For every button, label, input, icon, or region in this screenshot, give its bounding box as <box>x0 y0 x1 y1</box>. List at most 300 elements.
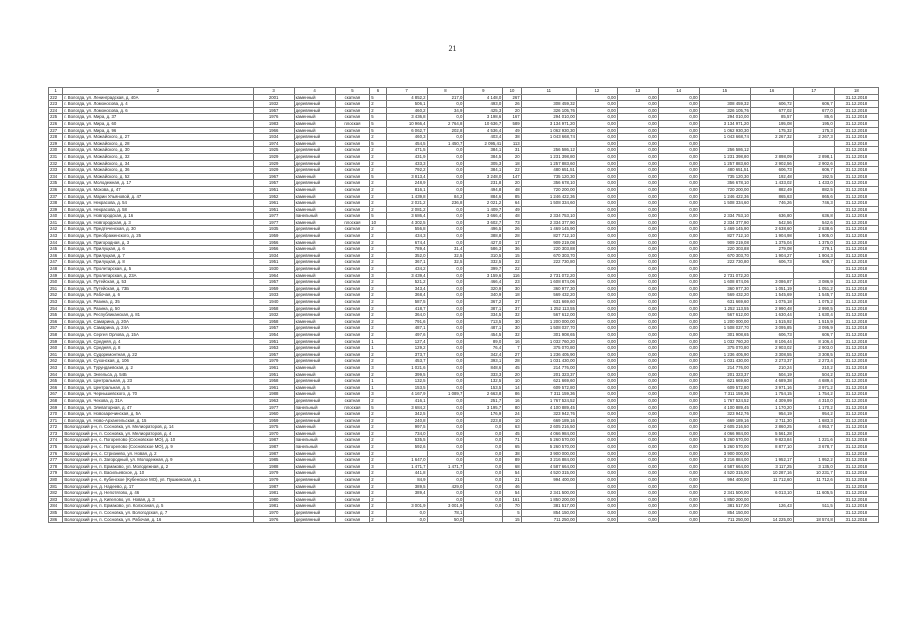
table-cell: 609 572,80 <box>699 384 750 391</box>
table-cell: 0,0 <box>427 272 464 279</box>
table-cell: 2 <box>370 318 386 325</box>
table-cell: скатная <box>335 510 370 517</box>
table-cell: г. Вологда, ул. Молодежная, д. 17 <box>63 180 253 187</box>
table-cell: 0,0 <box>464 496 503 503</box>
table-cell: 0,0 <box>427 364 464 371</box>
table-cell <box>750 140 793 147</box>
table-cell: 45 <box>503 364 521 371</box>
table-cell: 1 200 000,00 <box>521 318 576 325</box>
table-cell: 0,00 <box>576 239 617 246</box>
table-row <box>49 160 879 167</box>
table-cell: 3 135,0 <box>793 463 834 470</box>
table-cell: деревянный <box>294 299 335 306</box>
table-cell: 1 375,0 <box>793 239 834 246</box>
table-cell: 268 <box>49 397 63 404</box>
table-cell: 23 <box>503 279 521 286</box>
table-cell: 1 051,19 <box>750 285 793 292</box>
table-cell: 201 323,37 <box>699 371 750 378</box>
table-row <box>49 299 879 306</box>
table-cell: 0,0 <box>427 226 464 233</box>
table-cell: 0,00 <box>617 101 658 108</box>
table-cell: 0,0 <box>427 417 464 424</box>
table-cell: 1961 <box>253 200 294 207</box>
table-cell: 86 <box>503 391 521 398</box>
table-cell: 0,00 <box>617 252 658 259</box>
table-cell: г. Вологда, ул. Чехова, д. 31А <box>63 397 253 404</box>
table-cell: 1987 <box>253 444 294 451</box>
table-cell: 0,00 <box>658 358 699 365</box>
table-cell: 1934 <box>253 252 294 259</box>
table-cell: 0,00 <box>576 127 617 134</box>
table-cell: 10 636,7 <box>464 120 503 127</box>
table-cell: 0,00 <box>576 325 617 332</box>
table-cell: плоская <box>335 120 370 127</box>
table-cell: 1 075,18 <box>750 299 793 306</box>
table-cell: г. Вологда, ул. Прилуцкая, д. 7 <box>63 252 253 259</box>
table-cell: 0,0 <box>427 358 464 365</box>
table-cell: 734,0 <box>386 430 427 437</box>
table-cell: 368,4 <box>386 292 427 299</box>
table-cell: 283 <box>49 496 63 503</box>
table-cell: 4 309,99 <box>750 397 793 404</box>
table-cell: 223 <box>49 101 63 108</box>
table-cell: 2 267,32 <box>750 134 793 141</box>
table-row <box>49 463 879 470</box>
table-cell: 2 021,2 <box>386 200 427 207</box>
table-cell: 0,00 <box>658 292 699 299</box>
table-row <box>49 153 879 160</box>
table-cell: 0,00 <box>576 305 617 312</box>
table-cell: скатная <box>335 457 370 464</box>
table-cell: 1 608 874,06 <box>521 279 576 286</box>
table-row <box>49 331 879 338</box>
table-cell: каменный <box>294 450 335 457</box>
table-cell: 195,0 <box>793 120 834 127</box>
table-cell: 245 <box>49 246 63 253</box>
table-cell: 0,00 <box>658 140 699 147</box>
table-cell: 0,00 <box>617 299 658 306</box>
table-cell: Вологодский р-н, д. Непотягово, д. 46 <box>63 490 253 497</box>
table-cell: г. Вологда, ул. Можайского, д. 34 <box>63 160 253 167</box>
table-cell: 0,00 <box>658 127 699 134</box>
column-number-cell: 3 <box>253 88 294 95</box>
table-cell: 0,0 <box>427 338 464 345</box>
table-cell: 167 <box>503 114 521 121</box>
table-cell: 399,7 <box>464 266 503 273</box>
table-cell: 27 <box>503 299 521 306</box>
table-cell: г. Вологда, ул. Можайского, д. 36 <box>63 167 253 174</box>
table-cell: 0,00 <box>658 345 699 352</box>
table-cell: 4 689,4 <box>793 378 834 385</box>
table-cell: Вологодский р-н, с. Кубенское (Кубенское МО), ул. Пушкинская, д. 1 <box>63 477 253 484</box>
table-cell: 85,57 <box>750 114 793 121</box>
table-cell: 367,2 <box>464 299 503 306</box>
table-cell: каменный <box>294 391 335 398</box>
table-cell: 3 971,2 <box>793 384 834 391</box>
table-cell: 1 683,3 <box>793 417 834 424</box>
table-cell: 31.12.2018 <box>834 510 878 517</box>
table-cell: скатная <box>335 285 370 292</box>
table-cell: 2 021,2 <box>464 200 503 207</box>
table-cell: г. Вологда, ул. Можайского, д. 28 <box>63 140 253 147</box>
table-cell: 222 <box>49 94 63 101</box>
table-cell: 220 303,88 <box>521 246 576 253</box>
table-cell: 1951 <box>253 186 294 193</box>
table-cell: 0,00 <box>658 318 699 325</box>
table-cell: 2001 <box>253 94 294 101</box>
table-cell: 1957 <box>253 180 294 187</box>
table-cell: 670 303,70 <box>521 252 576 259</box>
table-cell: 0,00 <box>658 496 699 503</box>
table-cell: 2 902,6 <box>793 160 834 167</box>
table-cell: 0,00 <box>576 483 617 490</box>
table-cell: 0,00 <box>617 285 658 292</box>
table-cell: 0,00 <box>658 305 699 312</box>
table-cell: 0,00 <box>617 450 658 457</box>
table-cell: 236 <box>49 186 63 193</box>
table-cell: 0,00 <box>576 450 617 457</box>
table-cell: 631 669,60 <box>699 299 750 306</box>
table-cell: 31.12.2018 <box>834 417 878 424</box>
table-cell: 674,4 <box>386 239 427 246</box>
table-cell: каменный <box>294 193 335 200</box>
table-cell: 31.12.2018 <box>834 252 878 259</box>
table-cell: 2 663,8 <box>464 391 503 398</box>
table-cell: 0,00 <box>658 470 699 477</box>
table-cell: 1958 <box>253 305 294 312</box>
table-cell: 3 686,4 <box>386 213 427 220</box>
table-cell: 2 <box>370 167 386 174</box>
table-cell: 9 823,84 <box>750 437 793 444</box>
table-cell: 116 <box>503 272 521 279</box>
table-cell: 1979 <box>253 470 294 477</box>
table-cell: 15 <box>503 516 521 523</box>
table-row <box>49 272 879 279</box>
table-cell: 0,00 <box>658 424 699 431</box>
table-cell: 0,00 <box>617 384 658 391</box>
column-number-cell: 13 <box>617 88 658 95</box>
table-cell: 3 159,6 <box>464 272 503 279</box>
table-cell: г. Вологда, ул. Самарина, д. 20А <box>63 318 253 325</box>
table-cell: 0,0 <box>427 378 464 385</box>
table-cell: 2 764,8 <box>427 120 464 127</box>
table-cell: 240 <box>49 213 63 220</box>
table-cell: 279,08 <box>750 246 793 253</box>
table-cell: 343,4 <box>386 285 427 292</box>
table-cell: 195,08 <box>750 120 793 127</box>
table-cell: 360 977,30 <box>699 285 750 292</box>
table-cell: 827 712,10 <box>699 233 750 240</box>
table-cell: каменный <box>294 114 335 121</box>
table-cell: каменный <box>294 430 335 437</box>
table-cell: 511,5 <box>793 503 834 510</box>
table-cell: 31.12.2018 <box>834 153 878 160</box>
table-cell: 0,0 <box>427 153 464 160</box>
table-cell: 0,00 <box>617 292 658 299</box>
table-cell: 0,0 <box>427 430 464 437</box>
table-cell: 2 990,5 <box>793 305 834 312</box>
column-number-cell: 5 <box>335 88 370 95</box>
table-cell: 0,00 <box>658 463 699 470</box>
table-cell: 592,6 <box>386 444 427 451</box>
table-cell: 1 904,3 <box>793 252 834 259</box>
table-cell: 1956 <box>253 239 294 246</box>
table-cell: 0,00 <box>658 477 699 484</box>
table-cell: 31.12.2018 <box>834 299 878 306</box>
table-cell <box>750 147 793 154</box>
table-cell: 0,00 <box>576 371 617 378</box>
table-cell: 3 095,85 <box>750 325 793 332</box>
table-cell: 31.12.2018 <box>834 364 878 371</box>
column-number-cell: 7 <box>386 88 427 95</box>
table-cell: скатная <box>335 424 370 431</box>
table-cell: 1 850 200,00 <box>521 496 576 503</box>
table-cell: 1975 <box>253 424 294 431</box>
column-number-cell: 11 <box>521 88 576 95</box>
table-cell: 31.12.2018 <box>834 226 878 233</box>
table-cell: Вологодский р-н, д. Кипелово, ул. Новая, д. 3 <box>63 496 253 503</box>
table-cell: 38 <box>503 134 521 141</box>
table-cell: 535,5 <box>386 437 427 444</box>
table-cell: деревянный <box>294 510 335 517</box>
table-cell: 153,5 <box>464 384 503 391</box>
table-cell: 0,00 <box>576 397 617 404</box>
housing-repair-register-table <box>48 87 879 523</box>
table-cell: 84,9 <box>386 477 427 484</box>
table-cell: Вологодский р-н, с. Погорелово (Сосновское МО), д. 10 <box>63 437 253 444</box>
table-cell: 1 439,8 <box>386 193 427 200</box>
table-cell: г. Вологда, ул. Судоремонтная, д. 22 <box>63 351 253 358</box>
table-cell: 0,00 <box>658 134 699 141</box>
column-number-cell: 10 <box>503 88 521 95</box>
table-cell: деревянный <box>294 160 335 167</box>
table-cell: г. Вологда, ул. Турундаевская, д. 2 <box>63 364 253 371</box>
table-cell: 294 010,00 <box>699 114 750 121</box>
table-cell: 0,0 <box>464 437 503 444</box>
table-cell: 20 <box>503 180 521 187</box>
table-cell: 854 150,00 <box>699 510 750 517</box>
table-cell: скатная <box>335 233 370 240</box>
table-cell: 0,0 <box>427 351 464 358</box>
table-cell: 0,00 <box>658 147 699 154</box>
table-cell <box>750 510 793 517</box>
table-cell: 16 <box>503 397 521 404</box>
table-cell: 2 <box>370 411 386 418</box>
table-cell: 2 <box>370 186 386 193</box>
table-cell: 5 <box>370 94 386 101</box>
table-cell: г. Вологда, ул. Можайского, д. 30 <box>63 147 253 154</box>
table-cell: 0,00 <box>617 351 658 358</box>
table-cell: 2 605 216,50 <box>521 424 576 431</box>
table-cell: 22 <box>503 259 521 266</box>
table-cell: Вологодский р-н, с. Стризнево, ул. Новая, д. 2 <box>63 450 253 457</box>
table-cell: 18 <box>503 160 521 167</box>
table-row <box>49 114 879 121</box>
table-cell: 233 <box>49 167 63 174</box>
table-cell: 0,00 <box>617 266 658 273</box>
table-row <box>49 259 879 266</box>
table-cell: 176,9 <box>464 411 503 418</box>
table-cell: скатная <box>335 107 370 114</box>
table-cell: 31.12.2018 <box>834 285 878 292</box>
table-cell: 222 730,80 <box>699 259 750 266</box>
table-cell: 367,1 <box>386 259 427 266</box>
table-cell: панельный <box>294 437 335 444</box>
table-cell: 232 <box>49 160 63 167</box>
table-cell: каменный <box>294 483 335 490</box>
table-cell: 323 942,76 <box>521 411 576 418</box>
table-cell: 2 605 216,50 <box>699 424 750 431</box>
table-cell: 1940 <box>253 299 294 306</box>
table-cell <box>793 266 834 273</box>
table-cell: 8 106,44 <box>750 338 793 345</box>
table-cell: 1 409,7 <box>464 206 503 213</box>
table-cell: 0,00 <box>617 193 658 200</box>
table-cell: 0,00 <box>576 213 617 220</box>
table-cell: 3 308,55 <box>750 351 793 358</box>
table-cell: 356 678,10 <box>699 180 750 187</box>
table-cell: скатная <box>335 516 370 523</box>
table-cell: 31.12.2018 <box>834 213 878 220</box>
table-cell: 387,1 <box>464 305 503 312</box>
table-cell: 0,00 <box>617 477 658 484</box>
table-cell: 31.12.2018 <box>834 477 878 484</box>
table-cell: 210,2 <box>793 364 834 371</box>
table-cell: 1970 <box>253 430 294 437</box>
table-cell: 0,00 <box>617 318 658 325</box>
table-cell: г. Вологда, ул. Энгельса, д. 54Б <box>63 371 253 378</box>
table-cell: деревянный <box>294 285 335 292</box>
table-cell: 2 860,25 <box>750 424 793 431</box>
table-cell: 5 260 570,00 <box>699 444 750 451</box>
table-body <box>49 88 879 523</box>
table-cell: 260 <box>49 345 63 352</box>
table-cell: 31.12.2018 <box>834 246 878 253</box>
table-cell: каменный <box>294 219 335 226</box>
table-cell: 0,00 <box>617 127 658 134</box>
table-cell: 256 586,12 <box>521 147 576 154</box>
table-row <box>49 424 879 431</box>
table-cell: 1 767 524,52 <box>699 397 750 404</box>
table-cell: 31.12.2018 <box>834 358 878 365</box>
table-cell: 270 <box>49 411 63 418</box>
table-cell: 3 086,87 <box>750 279 793 286</box>
table-cell: скатная <box>335 496 370 503</box>
table-cell: 393,1 <box>464 358 503 365</box>
table-cell: 220 303,88 <box>699 246 750 253</box>
table-cell: скатная <box>335 437 370 444</box>
table-cell: 954,19 <box>750 411 793 418</box>
table-cell: 251 <box>49 285 63 292</box>
table-cell: 30 <box>503 285 521 292</box>
table-cell: 0,0 <box>427 160 464 167</box>
table-cell: 31.12.2018 <box>834 94 878 101</box>
table-cell: Вологодский р-н, п. Ермаково, ул. Колхозная, д. 5 <box>63 503 253 510</box>
table-cell: 284 <box>49 503 63 510</box>
table-cell: 28 <box>503 358 521 365</box>
table-cell: 3 248,0 <box>464 173 503 180</box>
table-cell: 0,00 <box>617 279 658 286</box>
table-cell: 2 267,3 <box>793 134 834 141</box>
table-cell: 4 953,7 <box>793 424 834 431</box>
table-cell: 1 905,0 <box>793 233 834 240</box>
table-row <box>49 358 879 365</box>
table-cell: 5 <box>370 127 386 134</box>
table-cell <box>699 94 750 101</box>
table-row <box>49 246 879 253</box>
table-header-row <box>49 88 879 95</box>
table-cell: г. Вологда, ул. Ломоносова, д. 6 <box>63 107 253 114</box>
table-cell: 31.12.2018 <box>834 371 878 378</box>
table-cell: каменный <box>294 239 335 246</box>
table-cell: 0,00 <box>617 444 658 451</box>
table-cell: каменный <box>294 246 335 253</box>
table-cell: 129,2 <box>386 345 427 352</box>
table-row <box>49 371 879 378</box>
table-cell: 0,00 <box>576 496 617 503</box>
table-cell: каменный <box>294 496 335 503</box>
table-cell: 333,3 <box>464 371 503 378</box>
table-cell: 243 <box>49 233 63 240</box>
table-cell: деревянный <box>294 411 335 418</box>
table-cell: 2 <box>370 503 386 510</box>
table-cell: 0,0 <box>427 147 464 154</box>
table-cell: 3 198,6 <box>464 114 503 121</box>
table-cell: 4 167,9 <box>386 391 427 398</box>
table-cell: 31.12.2018 <box>834 490 878 497</box>
table-cell: 1960 <box>253 411 294 418</box>
table-cell: 31.12.2018 <box>834 272 878 279</box>
table-cell: 31.12.2018 <box>834 331 878 338</box>
table-cell: 32,5 <box>427 259 464 266</box>
table-cell: 326 105,76 <box>699 107 750 114</box>
table-row <box>49 120 879 127</box>
table-cell: 0,0 <box>427 331 464 338</box>
table-row <box>49 345 879 352</box>
table-cell: 31.12.2018 <box>834 167 878 174</box>
table-cell: скатная <box>335 140 370 147</box>
table-cell: скатная <box>335 378 370 385</box>
table-cell: 0,00 <box>658 510 699 517</box>
table-cell: 48 <box>503 186 521 193</box>
table-cell: 1 630,44 <box>750 312 793 319</box>
table-cell <box>521 266 576 273</box>
table-cell <box>750 272 793 279</box>
table-cell: 0,00 <box>576 338 617 345</box>
table-cell: 434,2 <box>386 266 427 273</box>
table-cell: 0,00 <box>576 193 617 200</box>
table-cell: скатная <box>335 252 370 259</box>
table-cell: 28 <box>503 233 521 240</box>
table-cell: 10 287,16 <box>750 470 793 477</box>
column-number-cell: 2 <box>63 88 253 95</box>
table-cell: 15 <box>503 252 521 259</box>
table-cell: 70 <box>503 503 521 510</box>
table-row <box>49 285 879 292</box>
table-cell: скатная <box>335 272 370 279</box>
table-cell: 1 952,17 <box>750 457 793 464</box>
table-cell: 32 <box>503 312 521 319</box>
table-cell: 0,00 <box>658 259 699 266</box>
table-cell: 46 <box>503 483 521 490</box>
table-cell: скатная <box>335 101 370 108</box>
table-cell: 0,00 <box>576 107 617 114</box>
table-cell: 238 <box>49 200 63 207</box>
table-cell: 2 <box>370 266 386 273</box>
table-cell: г. Вологда, ул. Разина, д. 35 <box>63 299 253 306</box>
table-cell: скатная <box>335 430 370 437</box>
table-cell: 487,1 <box>464 325 503 332</box>
